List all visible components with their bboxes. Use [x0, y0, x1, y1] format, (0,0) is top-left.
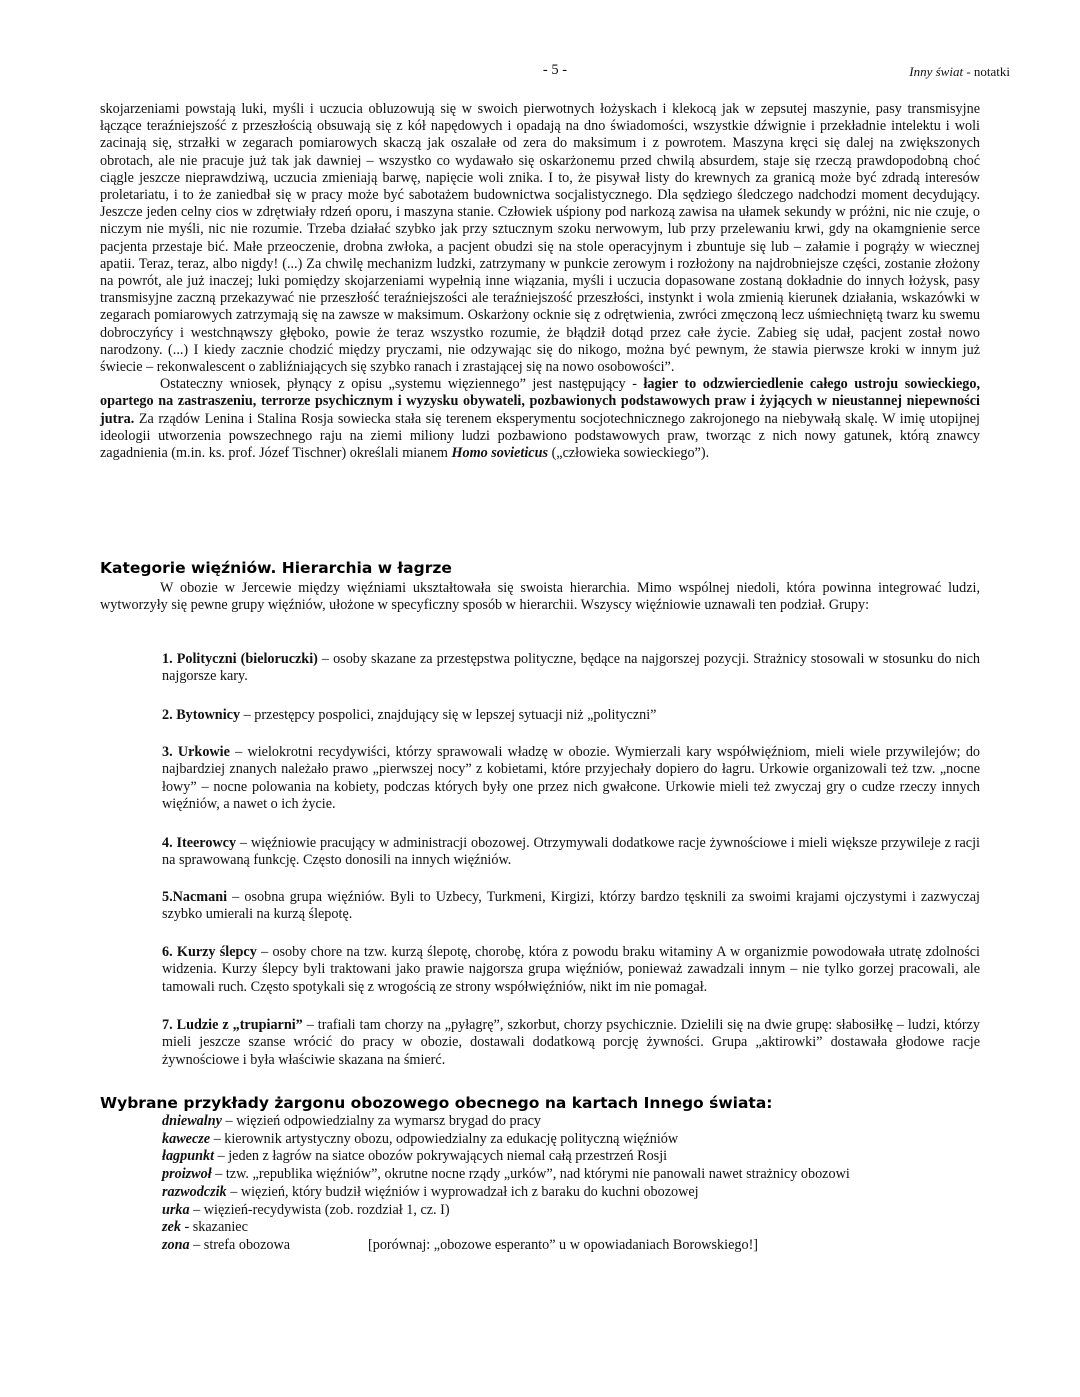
group-item: [162, 835, 980, 870]
group-name: 1. Polityczni (bieloruczki): [162, 651, 318, 667]
group-name: 6. Kurzy ślepcy: [162, 944, 257, 960]
glossary-term: dniewalny: [162, 1113, 222, 1129]
glossary-term: razwodczik: [162, 1183, 227, 1200]
group-name: 3. Urkowie: [162, 744, 230, 760]
group-item: [162, 707, 980, 724]
group-desc: – przestępcy pospolici, znajdujący się w lepszej sytuacji niż „polityczni”: [240, 707, 657, 723]
doc-suffix: - notatki: [963, 64, 1010, 79]
group-name: 2. Bytownicy: [162, 707, 241, 723]
group-item: [162, 889, 980, 924]
glossary-def: - skazaniec: [180, 1219, 248, 1236]
glossary-item: [162, 1131, 980, 1149]
group-item: [162, 651, 980, 686]
group-name: 4. Iteerowcy: [162, 835, 237, 851]
glossary-term: urka: [162, 1201, 190, 1218]
glossary-def: – tzw. „republika więźniów”, okrutne nocne rządy „urków”, nad którymi nie panowali nawet strażnicy obozowi: [211, 1166, 850, 1183]
glossary-def: – więzień, który budził więźniów i wyprowadzał ich z baraku do kuchni obozowej: [226, 1183, 699, 1200]
group-desc: – osoby skazane za przestępstwa polityczne, będące na najgorszej pozycji. Strażnicy stosowali w stosunku do nich najgorsze kary.: [162, 651, 980, 685]
glossary-item: [162, 1148, 980, 1166]
glossary-term: kawecze: [162, 1130, 211, 1147]
group-desc: – wielokrotni recydywiści, którzy sprawowali władzę w obozie. Wymierzali kary współwięźniom, mieli wiele przywilejów; do najbardziej znanych należało prawo „pierwszej nocy” z kobietami, które przyjechały dopiero do łagru. Urkowie organizowali też tzw. „nocne łowy” – nocne polowania na kobiety, podczas których były one przez nich gwałcone. Urkowie mieli też zwyczaj gry o cudze rzeczy innych więźniów, a nawet o ich życie.: [162, 744, 981, 813]
page-number: - 5 -: [542, 62, 568, 78]
glossary-def: – kierownik artystyczny obozu, odpowiedzialny za edukację polityczną więźniów: [210, 1130, 679, 1147]
group-item: [162, 944, 980, 996]
homo-sovieticus-term: Homo sovieticus: [451, 445, 549, 462]
group-desc: – więźniowie pracujący w administracji obozowej. Otrzymywali dodatkowe racje żywnościowe i mieli większe przywileje z racji na sprawowaną funkcję. Często donosili na innych więźniów.: [162, 835, 980, 869]
group-name: 5.Nacmani: [162, 889, 228, 905]
glossary-item: [162, 1219, 980, 1237]
glossary-def: – więzień-recydywista (zob. rozdział 1, cz. I): [189, 1201, 450, 1218]
glossary-item: [162, 1166, 980, 1184]
glossary-term: łagpunkt: [162, 1148, 215, 1165]
glossary-term: zek: [162, 1219, 181, 1236]
group-item: [162, 1017, 980, 1069]
glossary-def: – strefa obozowa: [189, 1236, 291, 1253]
running-title: [909, 64, 1010, 80]
group-desc: – trafiali tam chorzy na „pyłagrę”, szkorbut, chorzy psychicznie. Dzielili się na dwie grupę: słabosiłkę – ludzi, którzy mieli jeszcze szanse wrócić do pracy w obozie, dostawali dodatkową porcję żywności. Grupa „aktirowki” dostawała głodowe racje żywnościowe i była właściwie skazana na śmierć.: [162, 1017, 980, 1068]
intro-text: [100, 101, 980, 462]
glossary-item: [162, 1237, 980, 1255]
group-desc: – osobna grupa więźniów. Byli to Uzbecy, Turkmeni, Kirgizi, którzy bardzo tęsknili za swoimi krajami ojczystymi i zazwyczaj szybko umierali na kurzą ślepotę.: [162, 889, 980, 923]
section-heading-categories: Kategorie więźniów. Hierarchia w łagrze: [100, 559, 452, 577]
conclusion-bold: łagier to odzwierciedlenie całego ustroju sowieckiego, opartego na zastraszeniu, terrorze psychicznym i wyzysku obywateli, pozbawionych podstawowych praw i żyjących w nieustannej niepewności jutra.: [100, 376, 980, 427]
page-header: [100, 62, 1010, 84]
section-heading-jargon: Wybrane przykłady żargonu obozowego obecnego na kartach Innego świata:: [100, 1094, 773, 1112]
group-name: 7. Ludzie z „trupiarni”: [162, 1017, 303, 1033]
conclusion-paragraph: [100, 376, 980, 462]
glossary-item: [162, 1113, 980, 1131]
categories-intro-text: W obozie w Jercewie między więźniami ukształtowała się swoista hierarchia. Mimo wspólnej niedoli, która powinna integrować ludzi, wytworzyły się pewne grupy więźniów, ułożone w specyficzny sposób w hierarchii. Wszyscy więźniowie uznawali ten podział. Grupy:: [100, 580, 980, 614]
glossary-item: [162, 1184, 980, 1202]
glossary-def: – jeden z łagrów na siatce obozów pokrywających niemal całą przestrzeń Rosji: [214, 1148, 668, 1165]
group-item: [162, 744, 980, 814]
glossary-term: proizwoł: [162, 1166, 212, 1183]
categories-intro: [100, 580, 980, 614]
conclusion-start: Ostateczny wniosek, płynący z opisu „systemu więziennego” jest następujący -: [160, 376, 644, 393]
quote-paragraph: skojarzeniami powstają luki, myśli i uczucia obluzowują się w swoich pierwotnych łożyskach i klekocą jak w zepsutej maszynie, pasy transmisyjne łączące teraźniejszość z przeszłością obsuwają się z kół napędowych i opadają na dno świadomości, wszystkie dźwignie i przekładnie intelektu i woli zacinają się, strzałki w zegarach pomiarowych skaczą jak oszalałe od zera do maksimum i z powrotem. Maszyna kręci się dalej na zwiększonych obrotach, ale nie pracuje już tak jak dawniej – wszystko co wydawało się oskarżonemu przed chwilą absurdem, staje się rzeczą prawdopodobną choć ciągle jeszcze nieprawdziwą, uczucia zmieniają barwę, napięcie woli znika. I to, że pisywał listy do krewnych za granicą może być zdradą interesów proletariatu, i to że zaniedbał się w pracy może być sabotażem budownictwa socjalistycznego. Dla sędziego śledczego nadchodzi moment decydujący. Jeszcze jeden celny cios w zdrętwiały rdzeń oporu, i maszyna stanie. Człowiek uśpiony pod narkozą zawisa na ułamek sekundy w próżni, nic nie czuje, o niczym nie myśli, nic nie rozumie. Trzeba działać szybko jak przy sztucznym szoku nerwowym, lub przy przelewaniu krwi, gdy na okamgnienie serce pacjenta przestaje bić. Małe przeoczenie, drobna zwłoka, a pacjent obudzi się na stole operacyjnym i zbuntuje się lub – załamie i pogrąży w wiecznej apatii. Teraz, teraz, albo nigdy! (...) Za chwilę mechanizm ludzki, zatrzymany w punkcie zerowym i rozłożony na najdrobniejsze części, zostanie złożony na powrót, ale już inaczej; luki pomiędzy skojarzeniami wypełnią inne wiązania, myśli i uczucia dopasowane zostaną dokładnie do innych łożysk, pasy transmisyjne zaczną przekazywać nie przeszłość teraźniejszości ale teraźniejszość przeszłości, instynkt i wola zmienią kierunek działania, wskazówki w zegarach pomiarowych zatrzymają się na zawsze w maksimum. Oskarżony ocknie się z odrętwienia, zwróci zmęczoną lecz uśmiechniętą twarz ku swemu dobroczyńcy i westchnąwszy głęboko, powie że teraz wszystko rozumie, że błądził dotąd przez całe życie. Zabieg się udał, pacjent został nowo narodzony. (...) I kiedy zacznie chodzić między pryczami, nie odzywając się do nikogo, można być pewnym, że stawia pierwsze kroki w innym już świecie – rekonwalescent o zabliźniających się szybko ranach i zrastającej się na nowo osobowości”.: [100, 101, 980, 376]
doc-title: Inny świat: [909, 64, 964, 79]
glossary-term: zona: [162, 1236, 190, 1253]
jargon-glossary: [162, 1113, 980, 1255]
conclusion-end: („człowieka sowieckiego”).: [548, 445, 710, 462]
group-desc: – osoby chore na tzw. kurzą ślepotę, chorobę, która z powodu braku witaminy A w organizmie powodowała utratę zdolności widzenia. Kurzy ślepcy byli traktowani jako prawie najgorsza grupa więźniów, ponieważ zawadzali innym – nie tylko gorzej pracowali, ale tamowali ruch. Często spotykali się z wrogością ze strony współwięźniów, nikt im nie pomagał.: [162, 944, 981, 995]
glossary-item: [162, 1202, 980, 1220]
borowski-note: [porównaj: „obozowe esperanto” u w opowiadaniach Borowskiego!]: [368, 1236, 759, 1253]
conclusion-mid: Za rządów Lenina i Stalina Rosja sowiecka stała się terenem eksperymentu socjotechnicznego zakrojonego na niebywałą skalę. W imię utopijnej ideologii utworzenia powszechnego raju na ziemi miliony ludzi pozbawiono podstawowych praw, tworząc z nich nowy gatunek, którą znawcy zagadnienia (m.in. ks. prof. Józef Tischner) określali mianem: [100, 410, 980, 462]
glossary-def: – więzień odpowiedzialny za wymarsz brygad do pracy: [221, 1113, 542, 1129]
